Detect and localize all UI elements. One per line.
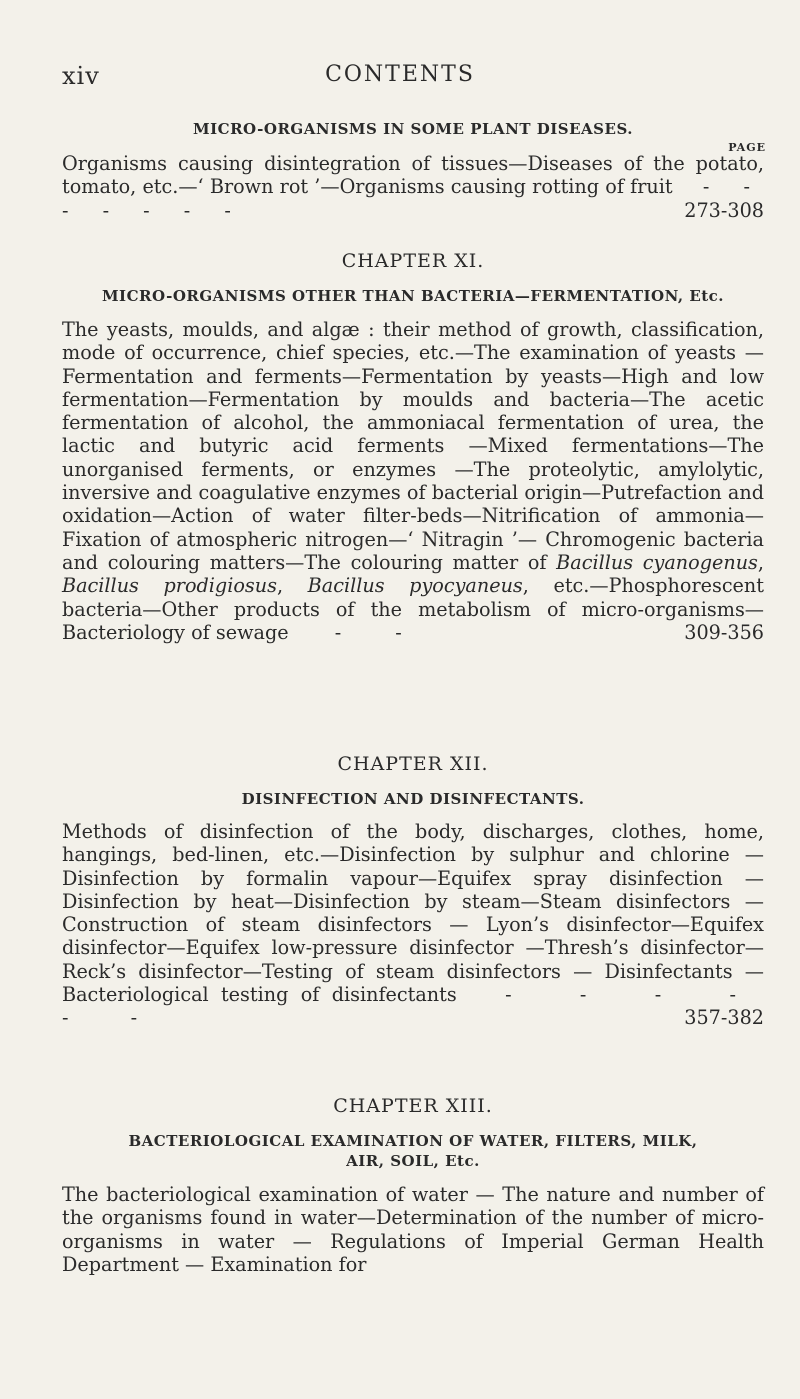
section-text-disinfection <box>62 820 764 1030</box>
page-column-label: PAGE <box>728 141 766 154</box>
chapter-heading-xi: CHAPTER XI. <box>341 250 485 272</box>
section-heading-examination-1: BACTERIOLOGICAL EXAMINATION OF WATER, FILTERS, MILK, <box>128 1132 698 1150</box>
page-range: 357-382 <box>684 1006 764 1030</box>
species-name: Bacillus pyocyaneus <box>307 574 523 598</box>
chapter-heading-xii: CHAPTER XII. <box>337 753 489 775</box>
separator: , <box>757 550 765 574</box>
entry-text: , etc.—Phosphorescent bacteria—Other products of the metabolism of micro-organisms—Bacteriology of sewage <box>62 574 764 644</box>
species-name: Bacillus prodigiosus <box>62 574 277 598</box>
entry-text: The yeasts, moulds, and algæ : their method of growth, classification, mode of occurrence, chief species, etc.—The examination of yeasts — Fermentation and ferments—Fermentation by yeasts—High and low fermentation—Fermentation by moulds and bacteria—The acetic fermentation of alcohol, the ammoniacal fermentation of urea, the lactic and butyric acid ferments —Mixed fermentations—The unorganised ferments, or enzymes —The proteolytic, amylolytic, inversive and coagulative enzymes of bacterial origin—Putrefaction and oxidation—Action of water filter-beds—Nitrification of ammonia—Fixation of atmospheric nitrogen—‘ Nitragin ’— Chromogenic bacteria and colouring matters—The colouring matter of <box>62 318 764 574</box>
page-header <box>0 62 800 96</box>
dot-leaders: - - <box>334 620 426 644</box>
entry-text: Organisms causing disintegration of tissues—Diseases of the potato, tomato, etc.—‘ Brown rot ’—Organisms causing rotting of fruit <box>62 152 764 199</box>
separator: , <box>276 574 308 598</box>
page-title: CONTENTS <box>325 62 475 87</box>
dot-leaders: - - - - - - <box>62 983 764 1030</box>
page-number: xiv <box>62 62 100 90</box>
section-text-examination: The bacteriological examination of water — The nature and number of the organisms found in water—Determination of the number of micro-organisms in water — Regulations of Imperial German Health Department — Examination for <box>62 1183 764 1276</box>
page-range: 273-308 <box>684 198 764 222</box>
entry-text: Methods of disinfection of the body, discharges, clothes, home, hangings, bed-linen, etc.—Disinfection by sulphur and chlorine —Disinfection by formalin vapour—Equifex spray disinfection —Disinfection by heat—Disinfection by steam—Steam disinfectors — Construction of steam disinfectors — Lyon’s disinfector—Equifex disinfector—Equifex low-pressure disinfector —Thresh’s disinfector—Reck’s disinfector—Testing of steam disinfectors — Disinfectants — Bacteriological testing of disinfectants <box>62 820 764 1007</box>
section-heading-disinfection: DISINFECTION AND DISINFECTANTS. <box>241 790 585 808</box>
dot-leaders: - - - - - - - <box>62 175 764 222</box>
page-range: 309-356 <box>684 620 764 644</box>
species-name: Bacillus cyanogenus <box>556 550 758 574</box>
section-text-plant-diseases <box>62 152 764 222</box>
section-heading-fermentation: MICRO-ORGANISMS OTHER THAN BACTERIA—FERMENTATION, Etc. <box>101 287 725 305</box>
section-heading-plant-diseases: MICRO-ORGANISMS IN SOME PLANT DISEASES. <box>193 120 633 138</box>
chapter-heading-xiii: CHAPTER XIII. <box>333 1095 493 1117</box>
section-heading-examination-2: AIR, SOIL, Etc. <box>346 1152 480 1170</box>
section-text-fermentation <box>62 318 764 644</box>
